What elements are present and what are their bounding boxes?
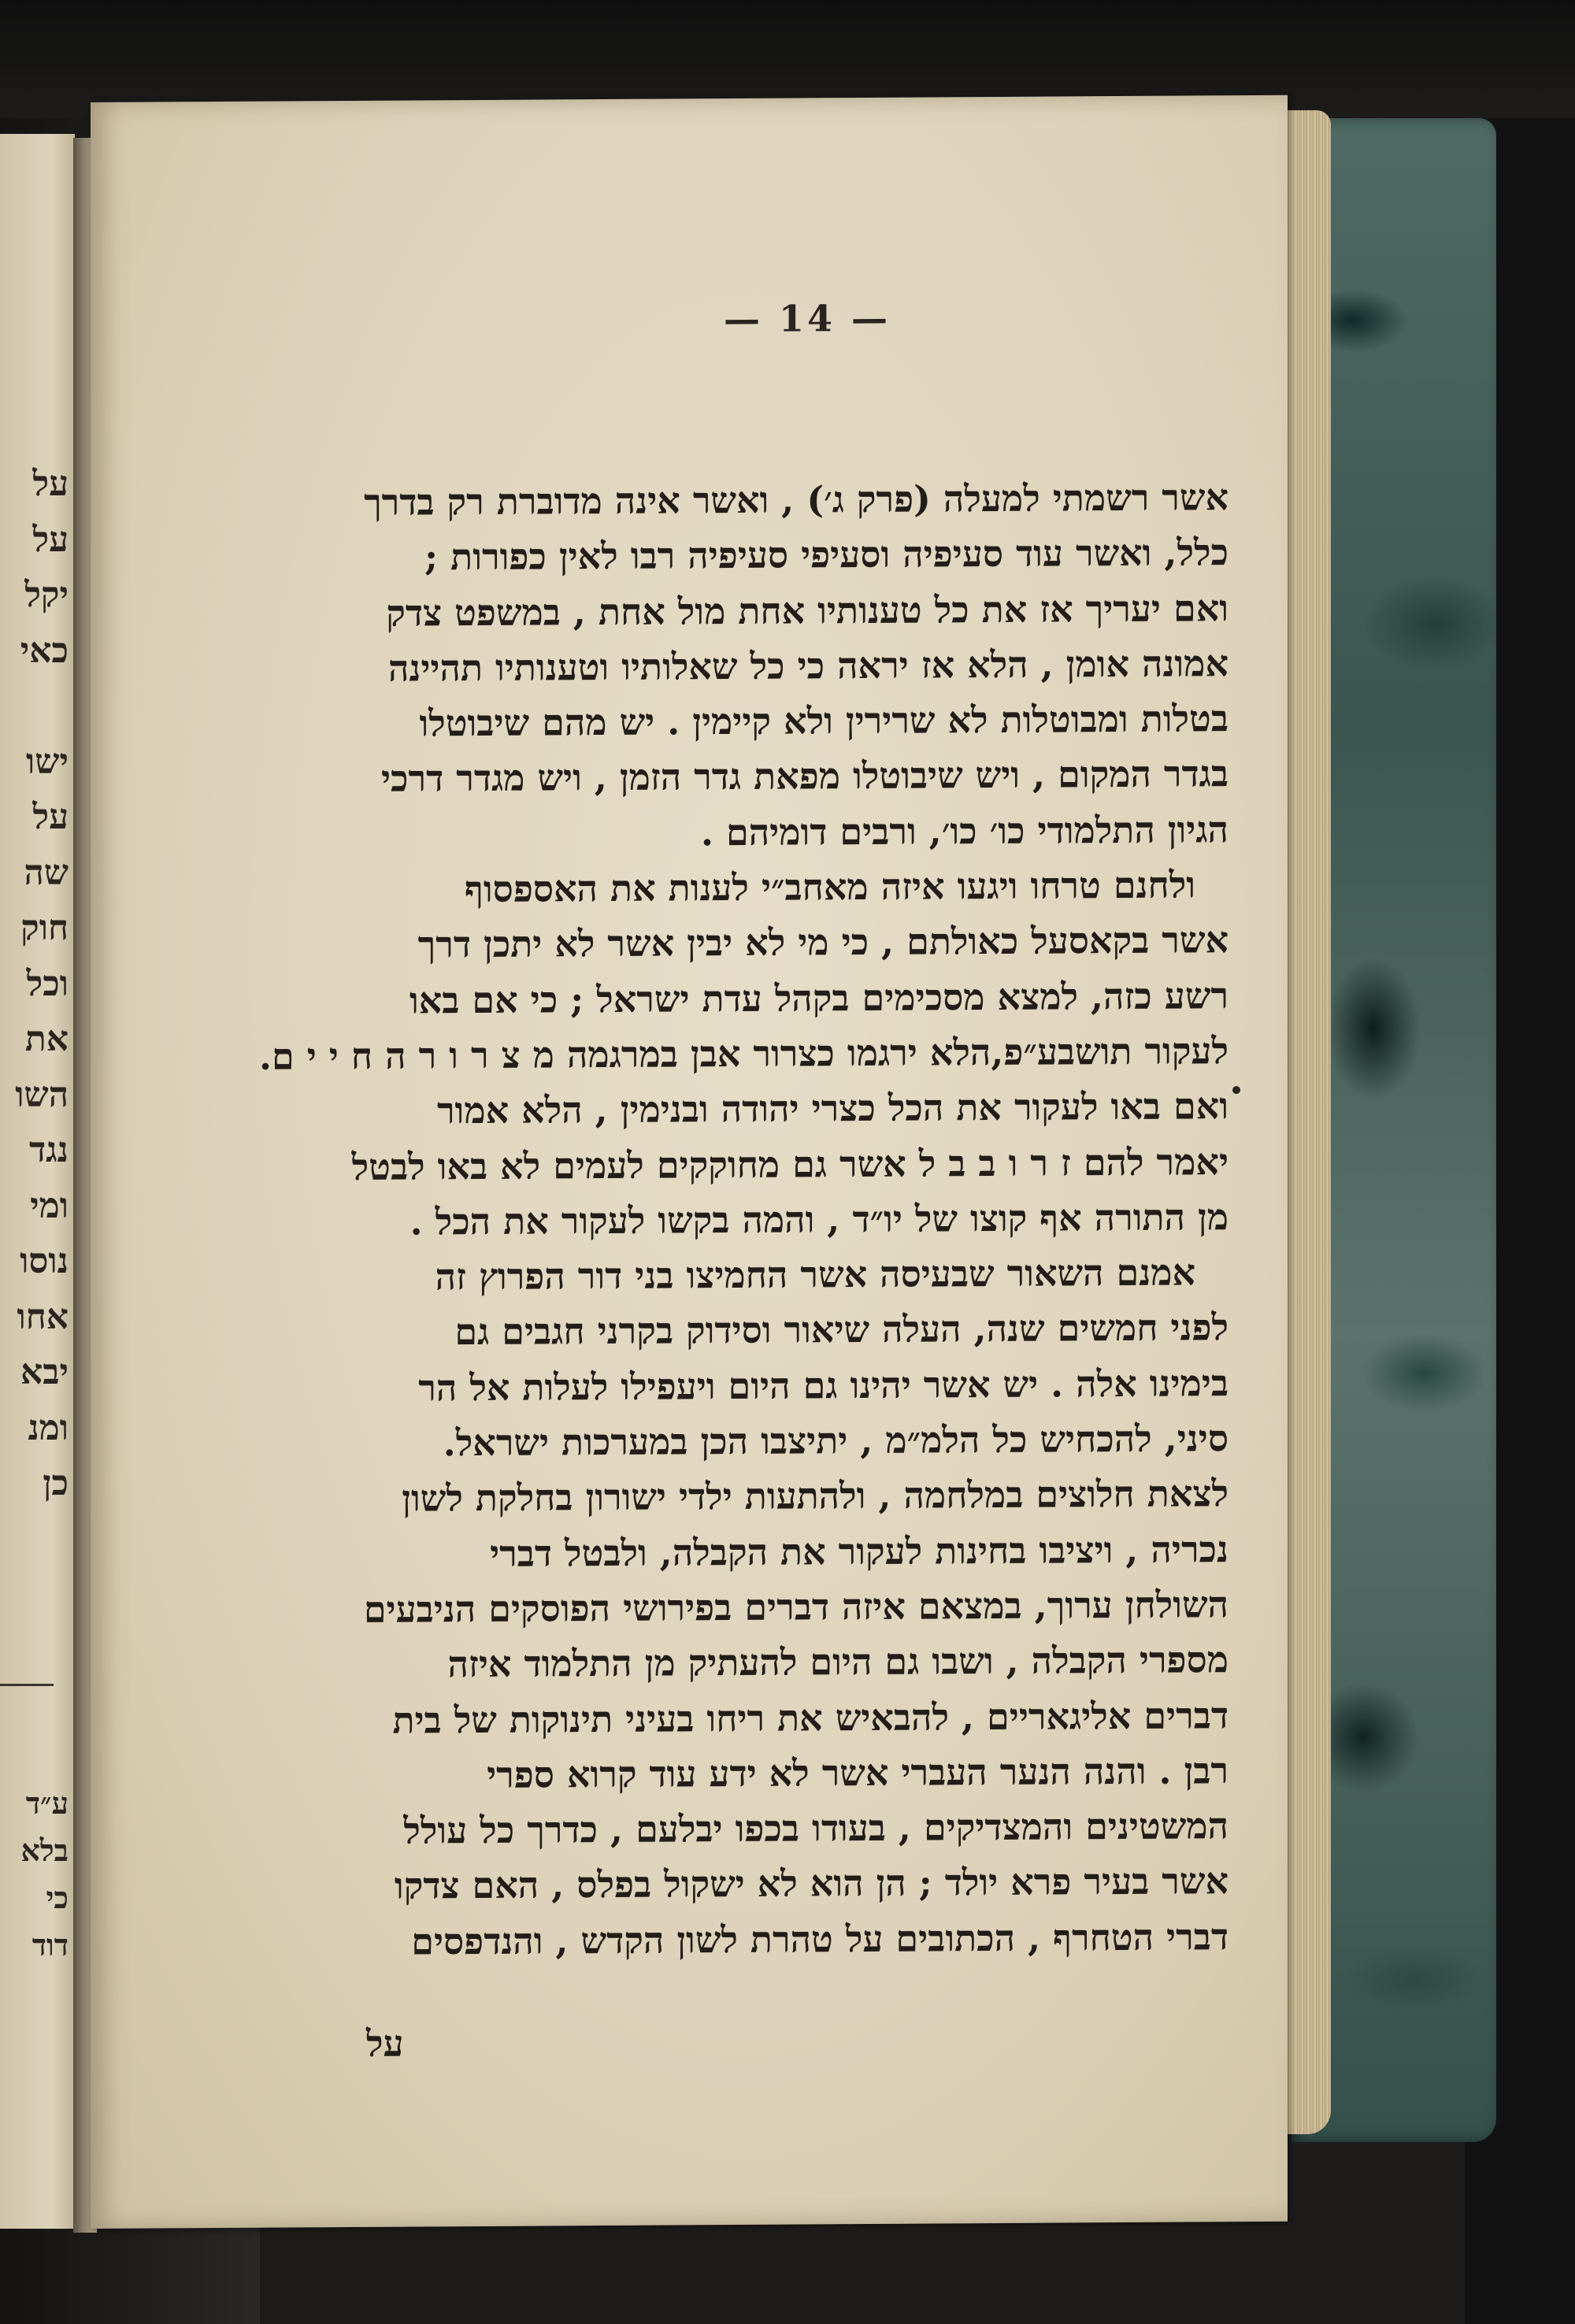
paragraph-start-line: ולחנם טרחו ויגעו איזה מאחב״י לענות את האספסוף: [465, 863, 1195, 911]
facing-line: כאי: [20, 630, 69, 671]
facing-line: יקל: [24, 575, 69, 615]
facing-line: ומנ: [28, 1407, 69, 1448]
paragraph-start-line: אמנם השאור שבעיסה אשר החמיצו בני דור הפרוץ זה: [435, 1251, 1195, 1299]
facing-line: כן: [43, 1463, 69, 1503]
text-line: לפני חמשים שנה, העלה שיאור וסידוק בקרני חגבים גם: [454, 1306, 1228, 1354]
text-line: מן התורה אף קוצו של יו״ד , והמה בקשו לעקור את הכל .: [410, 1195, 1228, 1244]
facing-page-footnotes: [0, 1780, 69, 1969]
facing-line: [0, 679, 69, 735]
text-line: ואם יעריך אז את כל טענותיו אחת מול אחת , במשפט צדק: [386, 586, 1228, 635]
facing-line: נגד: [29, 1130, 69, 1170]
text-line: סיני, להכחיש כל הלמ״מ , יתיצבו הכן במערכות ישראל.: [443, 1417, 1228, 1465]
facing-line: ומי: [30, 1185, 69, 1226]
ink-dot: [1232, 1086, 1240, 1094]
facing-line: נוסו: [20, 1241, 69, 1281]
facing-page-text: [0, 457, 69, 1512]
text-line: לעקור תושבע״פ,הלא ירגמו כצרור אבן במרגמה מ צ ר ו ר ה ח י י ם.: [258, 1029, 1228, 1078]
text-line: אשר בעיר פרא יולד ; הן הוא לא ישקול בפלס , האם צדקו: [394, 1859, 1228, 1908]
facing-line: השו: [15, 1074, 69, 1115]
footnote-line: ע״ד: [25, 1785, 69, 1821]
text-line: מספרי הקבלה , ושבו גם היום להעתיק מן התלמוד איזה: [447, 1638, 1228, 1686]
facing-line: אחו: [17, 1296, 69, 1337]
footnote-line: דוד: [32, 1927, 69, 1963]
facing-line: יבא: [20, 1352, 69, 1392]
text-line: דברי הטחרף , הכתובים על טהרת לשון הקדש , והנדפסים: [411, 1914, 1228, 1963]
text-line: נכריה , ויציבו בחינות לעקור את הקבלה, ולבטל דברי: [490, 1527, 1228, 1575]
text-line: בטלות ומבוטלות לא שרירין ולא קיימין . יש מהם שיבוטלו: [419, 697, 1228, 745]
text-line: ואם באו לעקור את הכל כצרי יהודה ובנימין , הלא אמור: [436, 1084, 1228, 1132]
text-line: דברים אליגאריים , להבאיש את ריחו בעיני תינוקות של בית: [392, 1693, 1228, 1742]
facing-line: וכל: [26, 963, 69, 1004]
text-line: בימינו אלה . יש אשר יהינו גם היום ויעפילו לעלות אל הר: [418, 1361, 1228, 1410]
text-line: המשטינים והמצדיקים , בעודו בכפו יבלעם , כדרך כל עולל: [403, 1804, 1228, 1852]
text-line: אמונה אומן , הלא אז יראה כי כל שאלותיו וטענותיו תהיינה: [387, 642, 1228, 690]
text-line: בגדר המקום , ויש שיבוטלו מפאת גדר הזמן , ויש מגדר דרכי: [380, 752, 1228, 801]
footnote-line: כי: [46, 1880, 69, 1915]
catchword: על: [366, 2022, 404, 2065]
footnote-rule: [0, 1684, 54, 1686]
text-line: יאמר להם ז ר ו ב ב ל אשר גם מחוקקים לעמים לא באו לבטל: [351, 1140, 1228, 1188]
text-line: הגיון התלמודי כו׳ כו׳, ורבים דומיהם .: [700, 807, 1228, 854]
facing-line: שה: [24, 852, 69, 893]
facing-line: על: [32, 797, 69, 837]
text-line: כלל, ואשר עוד סעיפיה וסעיפי סעיפיה רבו לאין כפורות ;: [424, 531, 1228, 579]
facing-line: ישו: [26, 741, 69, 782]
text-line: לצאת חלוצים במלחמה , ולהתעות ילדי ישורון בחלקת לשון: [402, 1472, 1228, 1520]
text-line: השולחן ערוך, במצאם איזה דברים בפירושי הפוסקים הניבעים: [363, 1583, 1228, 1631]
text-line: אשר בקאסעל כאולתם , כי מי לא יבין אשר לא יתכן דרך: [417, 918, 1228, 966]
facing-line: חוק: [20, 908, 69, 948]
page-number: — 14 —: [723, 296, 891, 341]
facing-page-left: [0, 134, 75, 2229]
facing-line: על: [32, 464, 69, 504]
facing-line: את: [24, 1019, 69, 1059]
footnote-line: בלא: [20, 1833, 69, 1868]
page-body-text: [228, 469, 1228, 1970]
text-line: אשר רשמתי למעלה (פרק ג׳) , ואשר אינה מדוברת רק בדרך: [364, 476, 1228, 524]
book-page: [91, 95, 1288, 2229]
text-line: רשע כזה, למצא מסכימים בקהל עדת ישראל ; כי אם באו: [409, 973, 1228, 1022]
facing-line: על: [32, 519, 69, 560]
text-line: רבן . והנה הנער העברי אשר לא ידע עוד קרוא ספרי: [487, 1749, 1228, 1796]
